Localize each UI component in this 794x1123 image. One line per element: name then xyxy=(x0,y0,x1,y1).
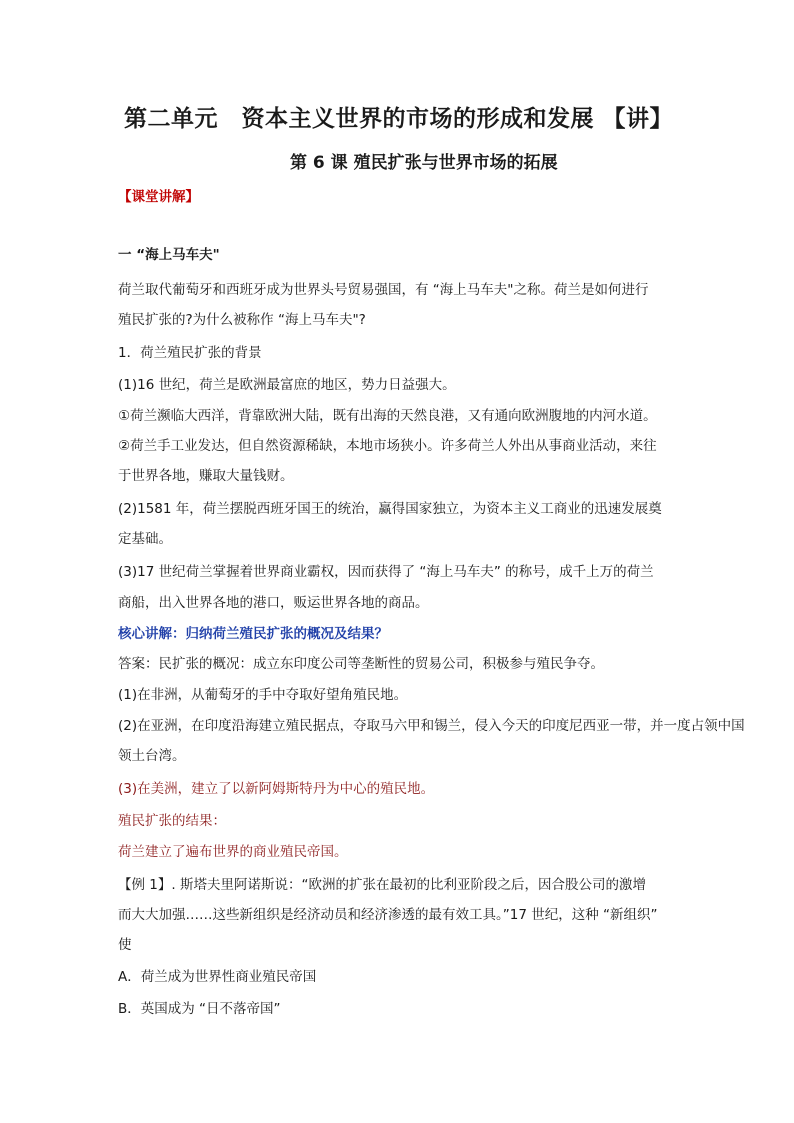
point-1581-line-2: 定基础。 xyxy=(118,531,172,547)
example-line-3: 使 xyxy=(118,937,132,953)
intro-line-1: 荷兰取代葡萄牙和西班牙成为世界头号贸易强国，有 “海上马车夫"之称。荷兰是如何进行 xyxy=(118,282,649,298)
result-text: 荷兰建立了遍布世界的商业殖民帝国。 xyxy=(118,844,348,860)
intro-line-2: 殖民扩张的?为什么被称作 “海上马车夫"? xyxy=(118,312,366,328)
point-1581-line-1: (2)1581 年，荷兰摆脱西班牙国王的统治，赢得国家独立，为资本主义工商业的迅速发展奠 xyxy=(118,501,662,517)
section-tag: 【课堂讲解】 xyxy=(118,189,199,205)
core-answer: 答案：民扩张的概况：成立东印度公司等垄断性的贸易公司，积极参与殖民争夺。 xyxy=(118,656,604,672)
point-16th-century: (1)16 世纪，荷兰是欧洲最富庶的地区，势力日益强大。 xyxy=(118,377,456,393)
example-line-1: 【例 1】. 斯塔夫里阿诺斯说：“欧洲的扩张在最初的比利亚阶段之后，因合股公司的激增 xyxy=(118,877,646,893)
lesson-title: 第 6 课 殖民扩张与世界市场的拓展 xyxy=(290,153,558,173)
core-explanation-label: 核心讲解：归纳荷兰殖民扩张的概况及结果？ xyxy=(118,626,388,642)
example-line-2: 而大大加强……这些新组织是经济动员和经济渗透的最有效工具。”17 世纪，这种 “新组织” xyxy=(118,907,658,923)
point-industry-line-2: 于世界各地，赚取大量钱财。 xyxy=(118,468,294,484)
point-geography: ①荷兰濒临大西洋，背靠欧洲大陆，既有出海的天然良港，又有通向欧洲腹地的内河水道。 xyxy=(118,408,657,424)
point-17th-century-line-2: 商船，出入世界各地的港口，贩运世界各地的商品。 xyxy=(118,595,429,611)
example-option-b: B．英国成为 “日不落帝国” xyxy=(118,1001,281,1017)
core-africa: (1)在非洲，从葡萄牙的手中夺取好望角殖民地。 xyxy=(118,687,408,703)
core-asia-line-2: 领土台湾。 xyxy=(118,748,186,764)
core-asia-line-1: (2)在亚洲，在印度沿海建立殖民据点，夺取马六甲和锡兰，侵入今天的印度尼西亚一带，并一度占领中国 xyxy=(118,718,745,734)
point-17th-century-line-1: (3)17 世纪荷兰掌握着世界商业霸权，因而获得了 “海上马车夫” 的称号，成千上万的荷兰 xyxy=(118,564,654,580)
result-label: 殖民扩张的结果： xyxy=(118,813,226,829)
unit-title: 第二单元 资本主义世界的市场的形成和发展 【讲】 xyxy=(124,106,674,132)
example-option-a: A．荷兰成为世界性商业殖民帝国 xyxy=(118,969,317,985)
point-industry-line-1: ②荷兰手工业发达，但自然资源稀缺，本地市场狭小。许多荷兰人外出从事商业活动，来往 xyxy=(118,438,657,454)
core-america: (3)在美洲，建立了以新阿姆斯特丹为中心的殖民地。 xyxy=(118,781,435,797)
section-heading: 一 “海上马车夫" xyxy=(118,247,220,263)
point-1-heading: 1．荷兰殖民扩张的背景 xyxy=(118,345,262,361)
